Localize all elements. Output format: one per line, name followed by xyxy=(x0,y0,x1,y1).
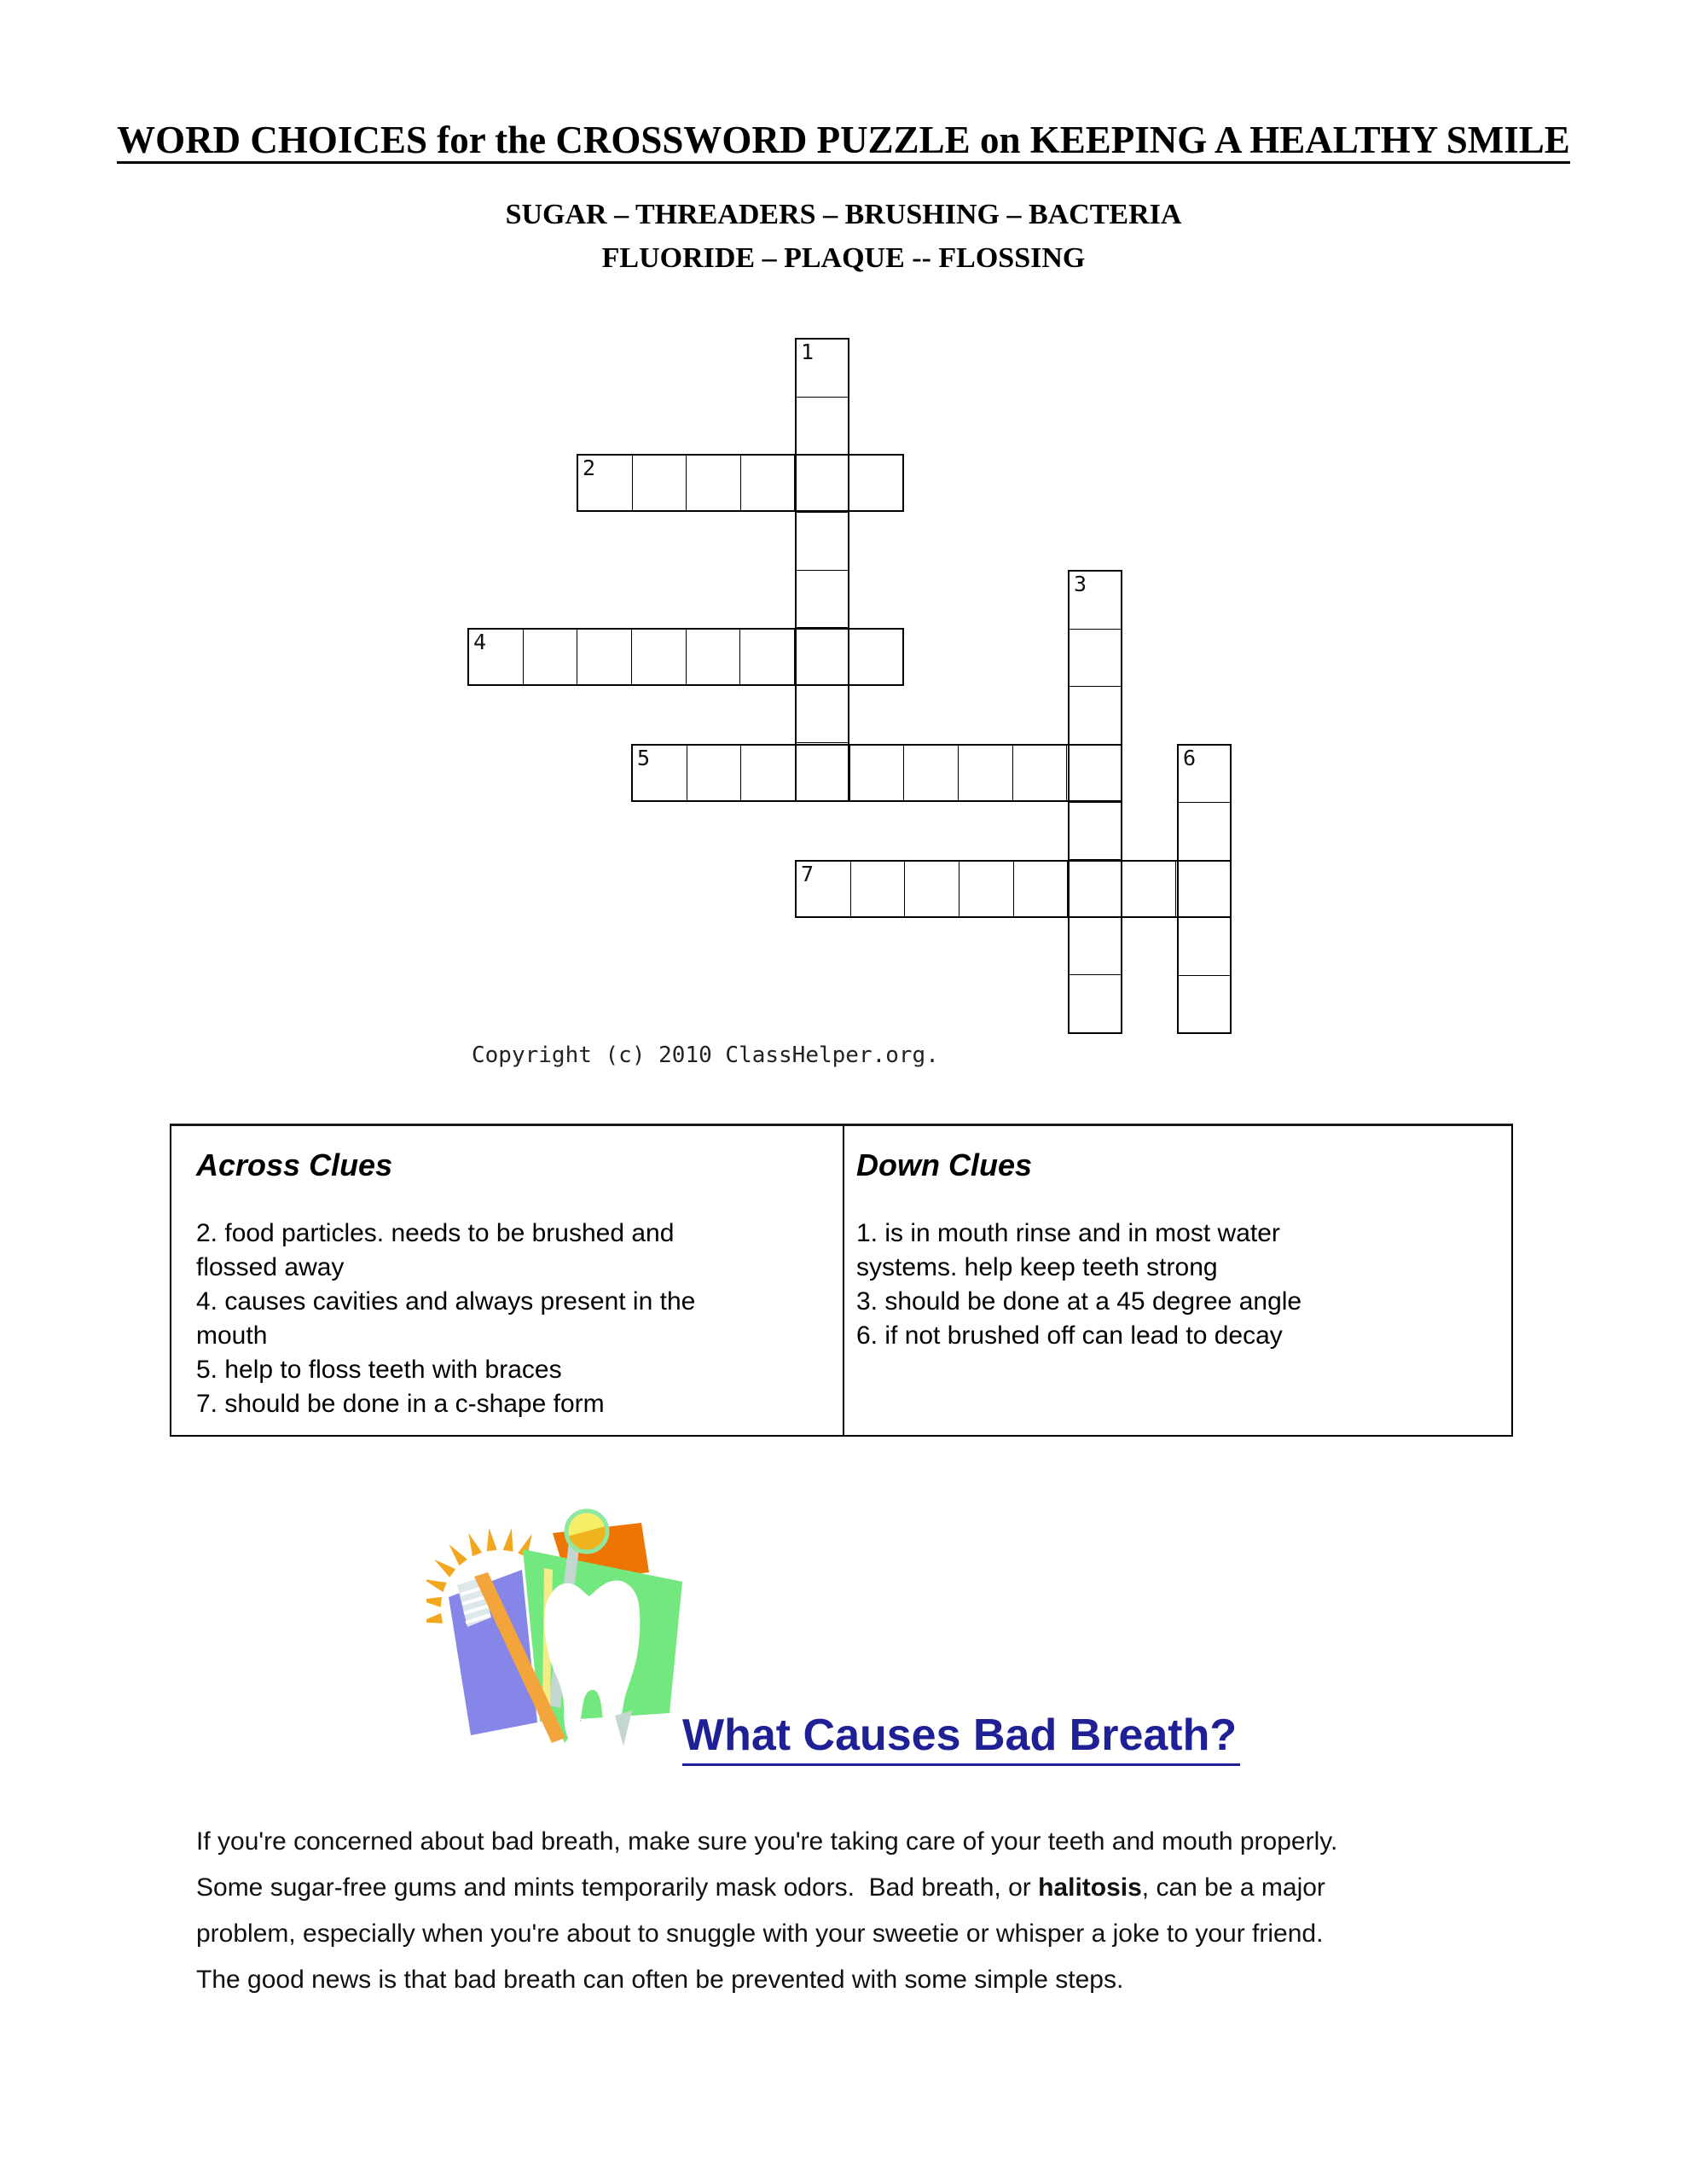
crossword-cell xyxy=(739,630,794,684)
word-bank-line-2: FLUORIDE – PLAQUE -- FLOSSING xyxy=(601,242,1086,274)
clue-line: 4. causes cavities and always present in the xyxy=(196,1287,696,1316)
crossword-word-2-across xyxy=(577,454,904,512)
crossword-cell xyxy=(686,456,740,510)
paragraph-line: The good news is that bad breath can often be prevented with some simple steps. xyxy=(196,1966,1124,1994)
paragraph-line xyxy=(196,1865,1527,1911)
across-clues-column xyxy=(171,1126,843,1435)
crossword-cell xyxy=(1070,802,1121,860)
article-heading: What Causes Bad Breath? xyxy=(682,1711,1240,1766)
tooth-clipart-icon xyxy=(426,1493,716,1774)
crossword-cell xyxy=(1066,746,1121,800)
crossword-cell xyxy=(1179,802,1230,859)
down-clues-title: Down Clues xyxy=(856,1147,1033,1182)
crossword-cell xyxy=(794,630,849,684)
clue-line: 7. should be done in a c-shape form xyxy=(196,1390,605,1418)
paragraph-text: , can be a major xyxy=(1141,1873,1325,1902)
crossword-cell xyxy=(577,630,631,684)
crossword-cell xyxy=(1070,974,1121,1032)
crossword-cell xyxy=(1013,862,1068,916)
paragraph-line: problem, especially when you're about to snuggle with your sweetie or whisper a joke to your friend. xyxy=(196,1920,1324,1948)
crossword-cell xyxy=(850,862,905,916)
crossword-number: 5 xyxy=(637,746,651,770)
crossword-cell xyxy=(795,746,849,800)
crossword-cell xyxy=(523,630,577,684)
crossword-cell xyxy=(797,570,848,628)
crossword-cell xyxy=(1179,917,1230,974)
crossword-cell xyxy=(686,630,740,684)
down-clues-column xyxy=(843,1126,1511,1435)
crossword-cell xyxy=(849,456,903,510)
clues-table xyxy=(170,1124,1513,1437)
across-clues-title: Across Clues xyxy=(196,1147,393,1182)
crossword-number: 6 xyxy=(1183,746,1197,770)
clue-line: 2. food particles. needs to be brushed and xyxy=(196,1219,675,1247)
crossword-cell xyxy=(740,746,795,800)
clue-line: flossed away xyxy=(196,1253,345,1281)
copyright-line: Copyright (c) 2010 ClassHelper.org. xyxy=(472,1043,939,1068)
crossword-cell xyxy=(848,630,902,684)
article-paragraph xyxy=(196,1819,1527,2003)
crossword-cell xyxy=(904,862,959,916)
crossword-cell xyxy=(1179,975,1230,1032)
crossword-cell xyxy=(631,630,686,684)
crossword-cell xyxy=(797,685,848,743)
crossword-cell xyxy=(1012,746,1067,800)
crossword-cell xyxy=(632,456,687,510)
crossword-cell xyxy=(849,746,904,800)
crossword-word-1-down xyxy=(795,338,849,802)
crossword-cell xyxy=(958,746,1012,800)
crossword-cell xyxy=(1070,917,1121,975)
clue-line: 5. help to floss teeth with braces xyxy=(196,1356,562,1384)
crossword-number: 2 xyxy=(583,456,596,480)
crossword-cell xyxy=(1122,862,1176,916)
paragraph-line: If you're concerned about bad breath, make sure you're taking care of your teeth and mouth properly. xyxy=(196,1827,1338,1856)
clue-line: 6. if not brushed off can lead to decay xyxy=(856,1321,1283,1350)
crossword-cell xyxy=(740,456,795,510)
crossword-cell xyxy=(1175,862,1230,916)
crossword-cell xyxy=(797,512,848,570)
paragraph-text: Some sugar-free gums and mints temporarily mask odors. Bad breath, or xyxy=(196,1873,1039,1902)
crossword-number: 7 xyxy=(801,862,815,886)
crossword-number: 1 xyxy=(801,340,815,364)
halitosis-term: halitosis xyxy=(1038,1873,1142,1902)
crossword-word-4-across xyxy=(467,628,904,686)
crossword-number: 3 xyxy=(1074,572,1087,596)
crossword-number: 4 xyxy=(473,630,487,654)
crossword-cell xyxy=(903,746,958,800)
clue-line: 3. should be done at a 45 degree angle xyxy=(856,1287,1302,1316)
crossword-cell xyxy=(959,862,1013,916)
page-title: WORD CHOICES for the CROSSWORD PUZZLE on KEEPING A HEALTHY SMILE xyxy=(117,119,1570,164)
crossword-cell xyxy=(1070,629,1121,687)
crossword-cell xyxy=(1067,862,1122,916)
crossword-cell xyxy=(1070,686,1121,744)
crossword-cell xyxy=(794,456,849,510)
crossword-word-5-across xyxy=(631,744,1122,802)
clue-line: systems. help keep teeth strong xyxy=(856,1253,1218,1281)
clue-line: mouth xyxy=(196,1321,268,1350)
word-bank-line-1: SUGAR – THREADERS – BRUSHING – BACTERIA xyxy=(505,199,1182,230)
crossword-word-3-down xyxy=(1068,570,1122,1034)
crossword-cell xyxy=(797,397,848,455)
crossword-word-7-across xyxy=(795,860,1232,918)
crossword-cell xyxy=(687,746,741,800)
clue-line: 1. is in mouth rinse and in most water xyxy=(856,1219,1280,1247)
